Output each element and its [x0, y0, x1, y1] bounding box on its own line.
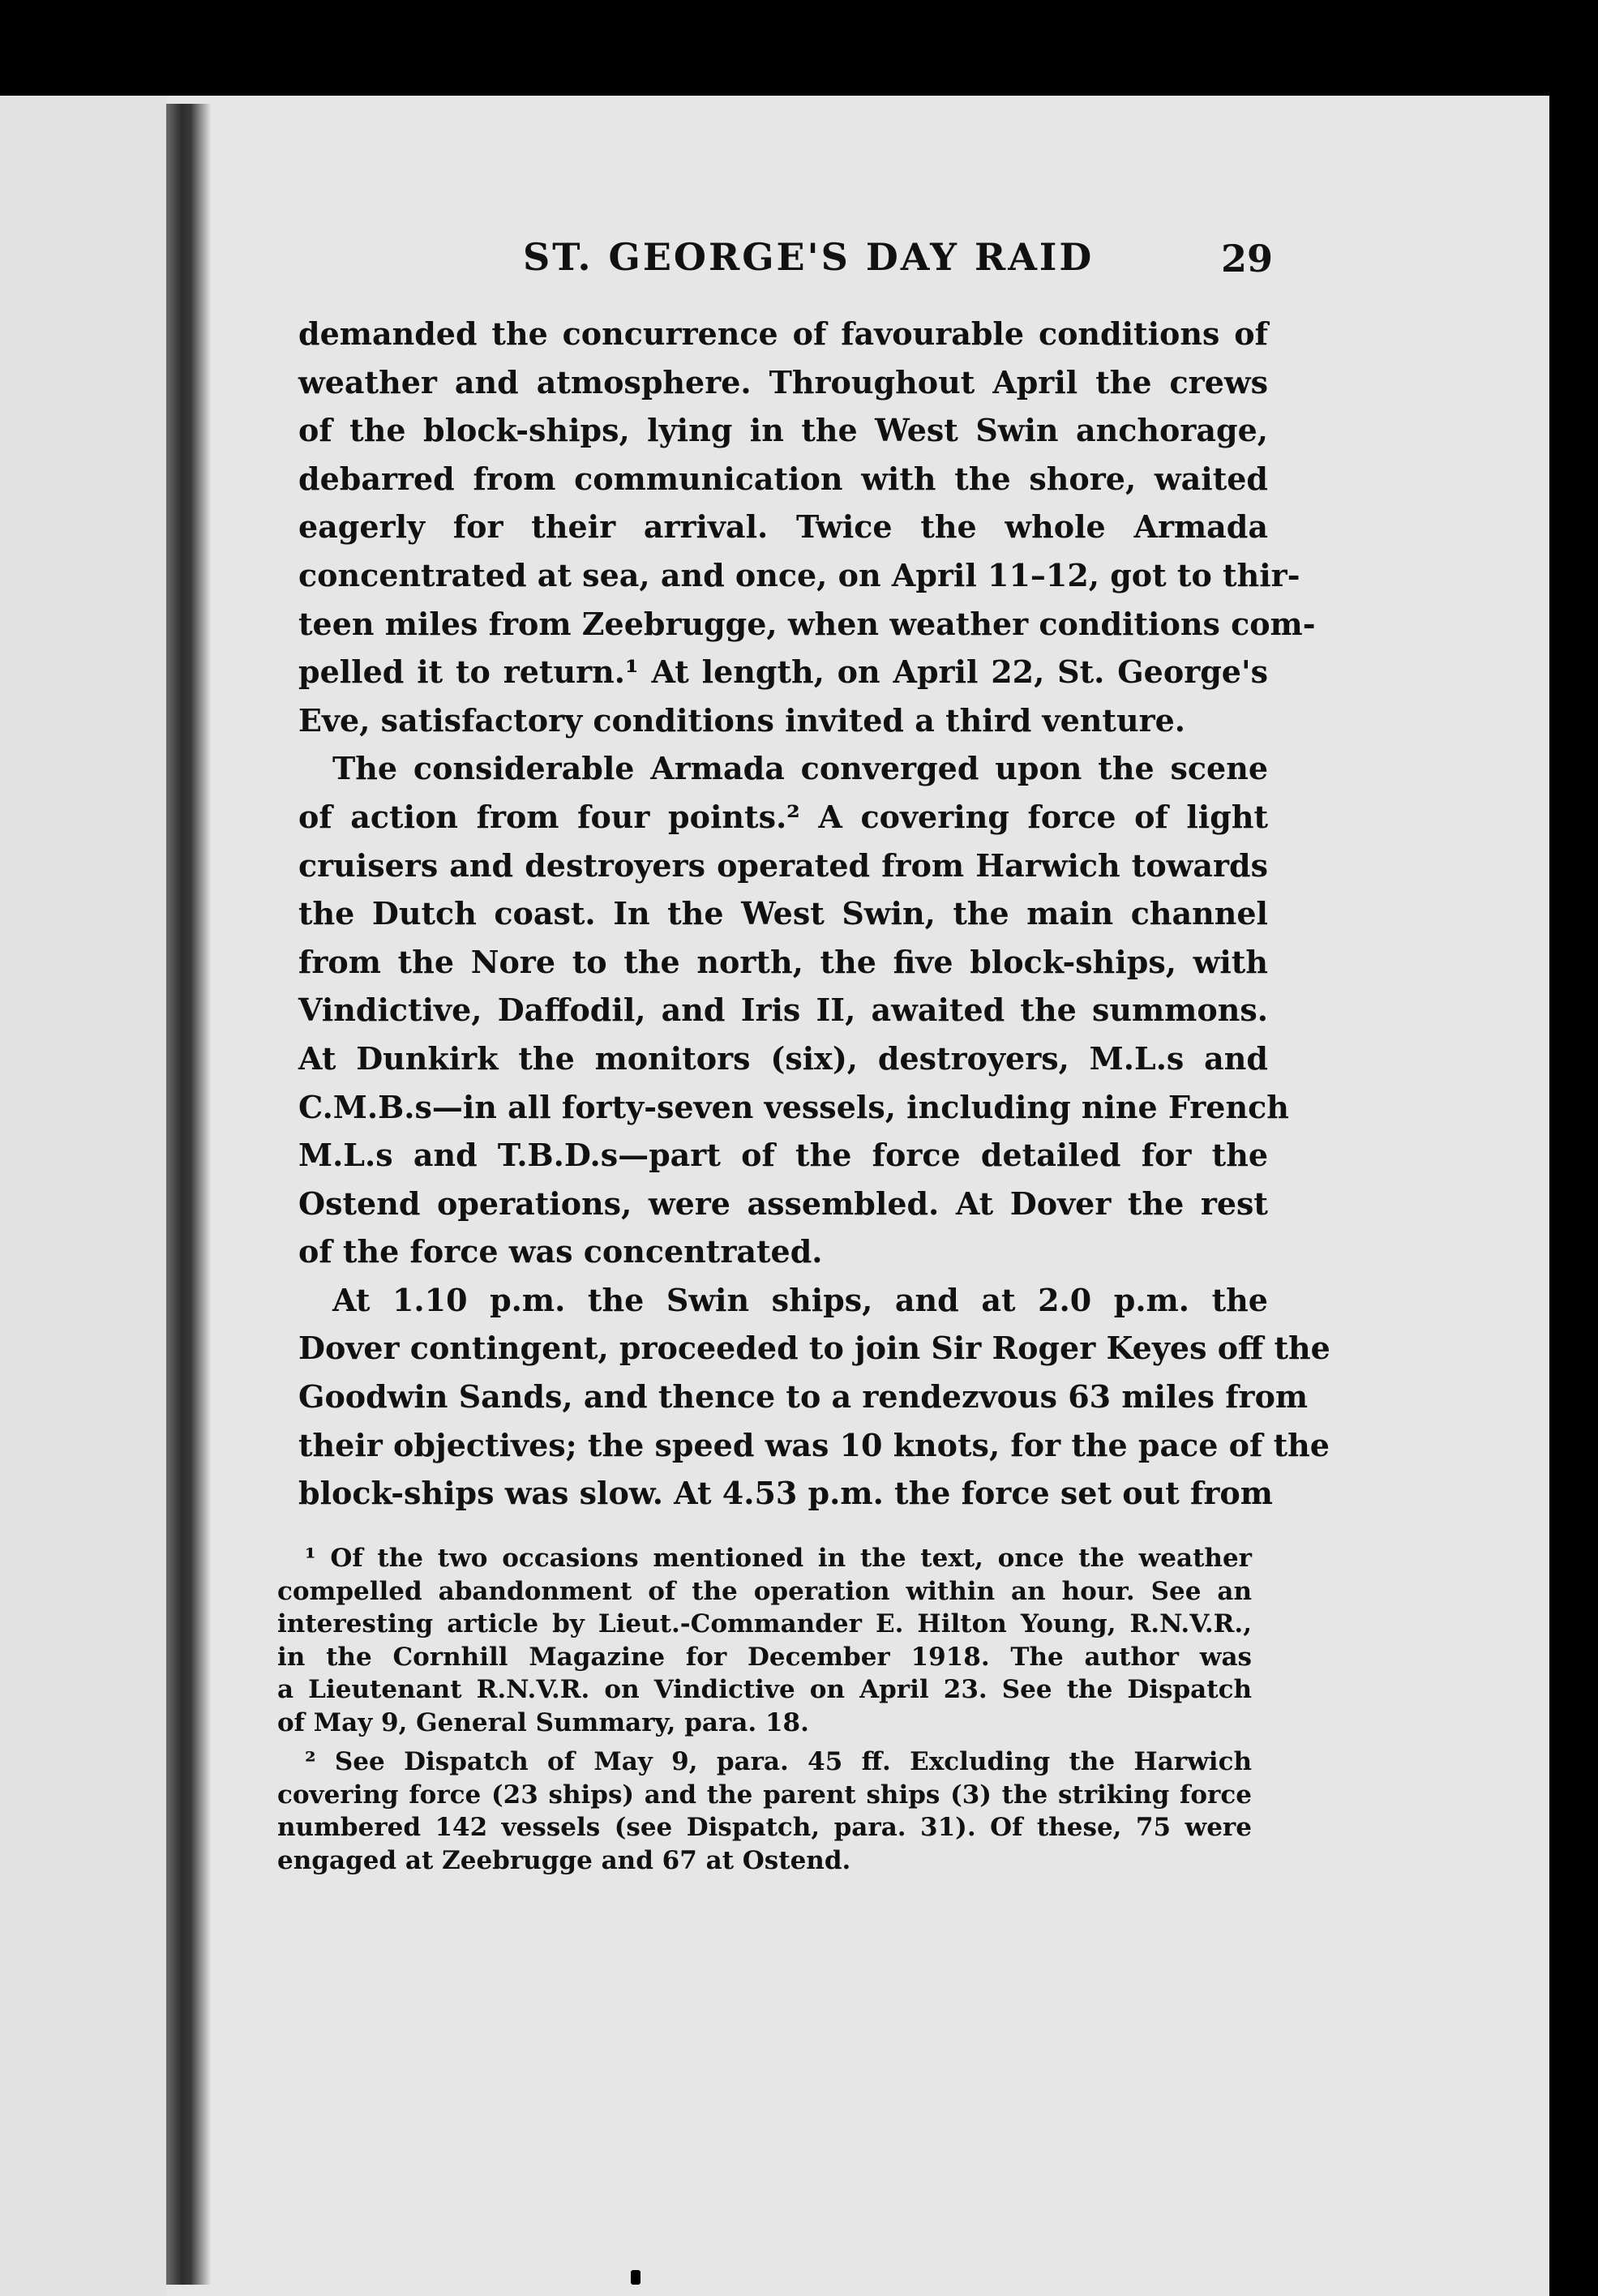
footnote-line: ² See Dispatch of May 9, para. 45 ff. Excluding the Harwich: [305, 1747, 1252, 1776]
text-line: their objectives; the speed was 10 knots, for the pace of the: [298, 1426, 1330, 1463]
scan-border-right: [1549, 96, 1598, 2296]
running-title: ST. GEORGE'S DAY RAID: [523, 235, 1095, 279]
text-line: Goodwin Sands, and thence to a rendezvous 63 miles from: [298, 1378, 1309, 1416]
footnote-line: a Lieutenant R.N.V.R. on Vindictive on April 23. See the Dispatch: [277, 1675, 1252, 1704]
text-line: C.M.B.s—in all forty-seven vessels, including nine French: [298, 1088, 1289, 1125]
text-line: Eve, satisfactory conditions invited a third venture.: [298, 701, 1186, 739]
footnote-line: numbered 142 vessels (see Dispatch, para. 31). Of these, 75 were: [277, 1813, 1252, 1842]
text-line: The considerable Armada converged upon the scene: [332, 750, 1268, 787]
text-line: Vindictive, Daffodil, and Iris II, awaited the summons.: [298, 992, 1268, 1029]
text-line: debarred from communication with the shore, waited: [298, 460, 1268, 497]
text-line: concentrated at sea, and once, on April 11–12, got to thir-: [298, 556, 1300, 593]
facing-page-edge: [0, 96, 166, 2296]
book-gutter-shadow: [166, 104, 211, 2285]
text-line: Ostend operations, were assembled. At Dover the rest: [298, 1184, 1268, 1222]
text-line: cruisers and destroyers operated from Harwich towards: [298, 846, 1268, 884]
footnote-line: of May 9, General Summary, para. 18.: [277, 1707, 809, 1737]
text-line: At 1.10 p.m. the Swin ships, and at 2.0 p.m. the: [332, 1281, 1268, 1318]
text-line: from the Nore to the north, the five block-ships, with: [298, 943, 1268, 980]
footnote-line: covering force (23 ships) and the parent ships (3) the striking force: [277, 1780, 1252, 1810]
text-line: At Dunkirk the monitors (six), destroyers, M.L.s and: [298, 1039, 1268, 1077]
text-line: demanded the concurrence of favourable conditions of: [298, 315, 1268, 352]
footnote-line: in the Cornhill Magazine for December 1918. The author was: [277, 1642, 1252, 1672]
text-line: M.L.s and T.B.D.s—part of the force detailed for the: [298, 1137, 1268, 1174]
text-line: eagerly for their arrival. Twice the whole Armada: [298, 508, 1268, 546]
text-line: pelled it to return.¹ At length, on April 22, St. George's: [298, 653, 1268, 691]
scan-artifact-top: [713, 0, 722, 11]
text-line: teen miles from Zeebrugge, when weather conditions com-: [298, 605, 1316, 642]
page-number: 29: [1220, 237, 1273, 281]
text-line: of the force was concentrated.: [298, 1233, 823, 1270]
footnote-line: ¹ Of the two occasions mentioned in the text, once the weather: [305, 1544, 1252, 1573]
footnote-line: engaged at Zeebrugge and 67 at Ostend.: [277, 1845, 851, 1875]
text-line: block-ships was slow. At 4.53 p.m. the force set out from: [298, 1475, 1273, 1512]
text-line: of the block-ships, lying in the West Swin anchorage,: [298, 412, 1268, 449]
text-line: weather and atmosphere. Throughout April the crews: [298, 363, 1268, 401]
footnote-gap: [277, 1739, 1252, 1746]
footnote-line: compelled abandonment of the operation within an hour. See an: [277, 1576, 1252, 1606]
footnote-line: interesting article by Lieut.-Commander E. Hilton Young, R.N.V.R.,: [277, 1609, 1252, 1638]
body-text: [298, 310, 1330, 1518]
text-line: Dover contingent, proceeded to join Sir Roger Keyes off the: [298, 1330, 1330, 1367]
text-line: of action from four points.² A covering force of light: [298, 798, 1268, 835]
page-header: [300, 235, 1273, 292]
text-line: the Dutch coast. In the West Swin, the main channel: [298, 895, 1268, 932]
footnotes: [277, 1542, 1252, 1877]
scan-artifact-bottom: [631, 2270, 640, 2285]
